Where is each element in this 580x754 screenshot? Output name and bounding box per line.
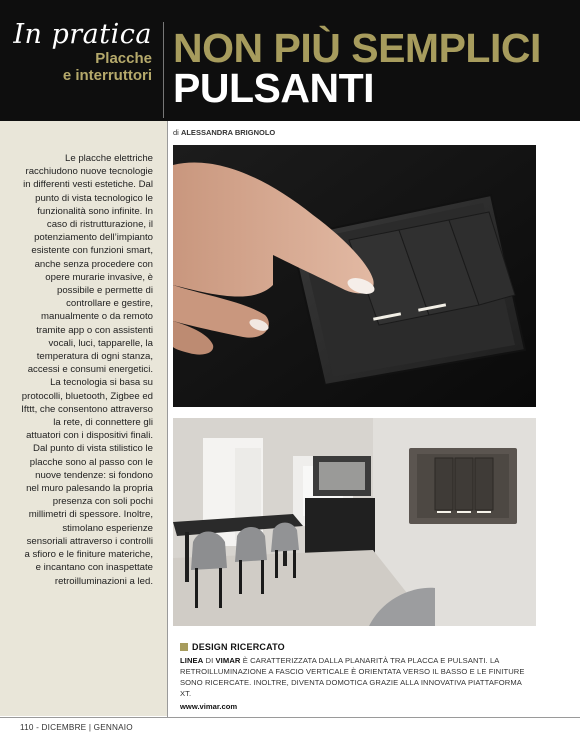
switch-closeup-photo bbox=[173, 145, 536, 407]
section-kicker bbox=[0, 20, 160, 84]
header-divider bbox=[163, 22, 164, 118]
caption-brand-name: VIMAR bbox=[215, 656, 241, 665]
article-title-line-1: NON PIÙ SEMPLICI bbox=[173, 25, 541, 71]
byline-author: ALESSANDRA BRIGNOLO bbox=[180, 128, 276, 137]
page-footer: 110 - DICEMBRE | GENNAIO bbox=[20, 723, 133, 732]
caption-description: È CARATTERIZZATA DALLA PLANARITÀ TRA PLACCA E PULSANTI. LA RETROILLUMINAZIONE A FASCIO VERTICALE È ORIENTATA VERSO IL BASSO E LE FINITURE SONO RICERCATE. INOLTRE, DIVENTA DOMOTICA GRAZIE ALLA INNOVATIVA PIATTAFORMA XT. bbox=[180, 656, 525, 698]
section-kicker-line-1: Placche bbox=[95, 50, 152, 67]
switch-closeup-illustration bbox=[173, 145, 536, 407]
footer-divider bbox=[0, 717, 580, 718]
photo-caption bbox=[180, 642, 530, 711]
article-title-line-2: PULSANTI bbox=[173, 65, 374, 111]
caption-product-name: LINEA bbox=[180, 656, 204, 665]
caption-body bbox=[180, 655, 530, 699]
section-kicker-line-2: e interruttori bbox=[62, 67, 152, 84]
interior-photo bbox=[173, 418, 536, 626]
byline-prefix: di bbox=[173, 128, 179, 137]
section-kicker-script: In pratica bbox=[13, 19, 152, 50]
interior-illustration bbox=[173, 418, 536, 626]
article-header bbox=[0, 0, 580, 121]
article-title bbox=[173, 25, 541, 111]
caption-heading-row bbox=[180, 642, 530, 652]
intro-paragraph: Le placche elettriche racchiudono nuove tecnologie in differenti vesti estetiche. Dal punto di vista tecnologico le funzionalità sono infinite. In caso di ristrutturazione, il potenziamento dell’impianto esistente con funzioni smart, anche senza procedere con opere murarie invasive, è possibile e permette di controllare e gestire, manualmente o da remoto tramite app o con assistenti vocali, luci, tapparelle, la temperatura di ogni stanza, accessi e consumi energetici. La tecnologia si basa su protocolli, bluetooth, Zigbee ed Ifttt, che consentono attraverso la rete, di connettere gli attuatori con i dispositivi finali. Dal punto di vista stilistico le placche sono al passo con le nuove tendenze: si fondono nel muro palesando la propria presenza con soli pochi millimetri di spessore. Inoltre, stimolano esperienze sensoriali attraverso i controlli a sfioro e le finiture materiche, e incantano con inaspettate retroilluminazioni a led. bbox=[21, 153, 153, 587]
caption-connector: DI bbox=[205, 656, 214, 665]
caption-bullet-square-icon bbox=[180, 643, 188, 651]
caption-heading: DESIGN RICERCATO bbox=[192, 642, 285, 652]
byline bbox=[173, 128, 275, 137]
column-divider bbox=[167, 121, 168, 717]
caption-website-link[interactable]: www.vimar.com bbox=[180, 702, 238, 711]
